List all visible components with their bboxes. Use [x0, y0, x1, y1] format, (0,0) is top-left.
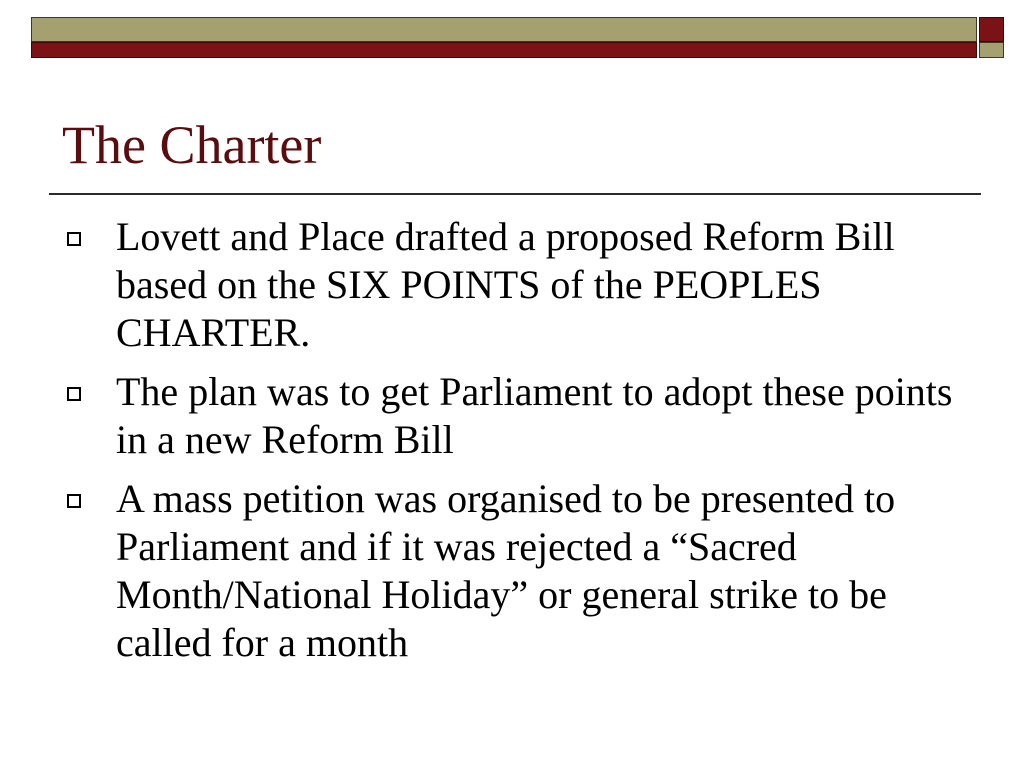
bullet-item	[62, 213, 972, 357]
bullet-item	[62, 368, 972, 464]
bullet-text: Lovett and Place drafted a proposed Reform Bill based on the SIX POINTS of the PEOPLES CHARTER.	[116, 214, 895, 355]
header-bar-olive	[31, 17, 977, 42]
title-divider	[49, 193, 981, 195]
bullet-text: The plan was to get Parliament to adopt these points in a new Reform Bill	[116, 369, 953, 462]
bullet-text: A mass petition was organised to be presented to Parliament and if it was rejected a “Sacred Month/National Holiday” or general strike to be called for a month	[116, 476, 896, 665]
hollow-square-bullet-icon	[67, 232, 81, 246]
bullet-item	[62, 475, 972, 667]
header-bar-maroon	[31, 42, 977, 58]
bullet-list	[62, 213, 972, 678]
slide-title: The Charter	[62, 115, 322, 175]
corner-square-maroon	[979, 17, 1004, 42]
hollow-square-bullet-icon	[67, 494, 81, 508]
hollow-square-bullet-icon	[67, 387, 81, 401]
corner-square-olive	[979, 42, 1004, 58]
